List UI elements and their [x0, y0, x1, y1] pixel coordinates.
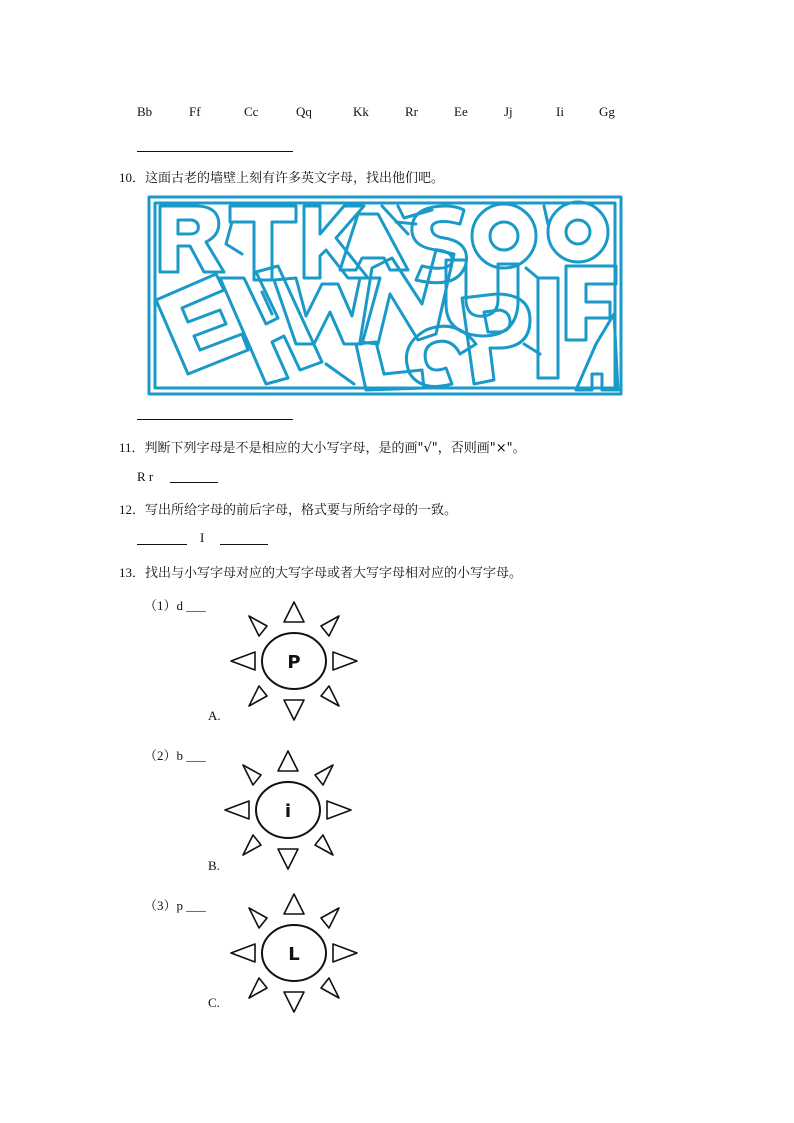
question-text: 写出所给字母的前后字母，格式要与所给字母的一致。: [145, 503, 458, 518]
given-letter: I: [200, 530, 205, 545]
sun-letter: i: [284, 801, 292, 822]
option-a-label[interactable]: A.: [208, 708, 221, 723]
question-number: 13．: [119, 565, 146, 580]
letter-wall-drawing: [146, 194, 624, 397]
letter-pair: Kk: [353, 104, 369, 119]
sub-question-2: （2）b ___: [144, 748, 206, 763]
option-b-label[interactable]: B.: [208, 858, 220, 873]
letter-pair: Ii: [556, 104, 564, 119]
question-number: 11．: [119, 440, 145, 455]
question-text: 找出与小写字母对应的大写字母或者大写字母相对应的小写字母。: [145, 566, 523, 581]
letter-wall-image: [146, 194, 624, 397]
letter-pair: Rr: [405, 104, 418, 119]
sun-icon: [229, 888, 359, 1018]
sun-icon: [229, 596, 359, 726]
question-13: [119, 562, 522, 581]
letter-pairs-row: [0, 104, 794, 124]
question-number: 12．: [119, 502, 146, 517]
sun-icon: [223, 745, 353, 875]
letter-pair: Gg: [599, 104, 615, 119]
sub-question-1: （1）d ___: [144, 598, 206, 613]
question-10: [119, 167, 444, 186]
letter-pair: Ff: [189, 104, 201, 119]
letter-pair: Cc: [244, 104, 259, 119]
question-number: 10．: [119, 170, 146, 185]
letter-pair: Ee: [454, 104, 468, 119]
letter-pair: Jj: [504, 104, 513, 119]
answer-blank-before[interactable]: [137, 544, 187, 545]
letter-pair: Bb: [137, 104, 153, 119]
question-12: [119, 499, 457, 518]
question-11: [119, 437, 526, 456]
sub-question-3: （3）p ___: [144, 898, 206, 913]
answer-blank-after[interactable]: [220, 544, 268, 545]
answer-line-q10[interactable]: [137, 419, 293, 420]
answer-line-q9[interactable]: [137, 151, 293, 152]
question-text: 判断下列字母是不是相应的大小写字母，是的画"√"，否则画"×"。: [144, 441, 526, 456]
sun-letter: P: [287, 652, 301, 673]
sun-letter: L: [288, 944, 300, 965]
letter-pair: Qq: [296, 104, 312, 119]
answer-blank-q11[interactable]: [170, 482, 218, 483]
question-text: 这面古老的墙壁上刻有许多英文字母，找出他们吧。: [145, 171, 445, 186]
letter-pair-rr: R r: [137, 469, 154, 484]
option-c-label[interactable]: C.: [208, 995, 220, 1010]
